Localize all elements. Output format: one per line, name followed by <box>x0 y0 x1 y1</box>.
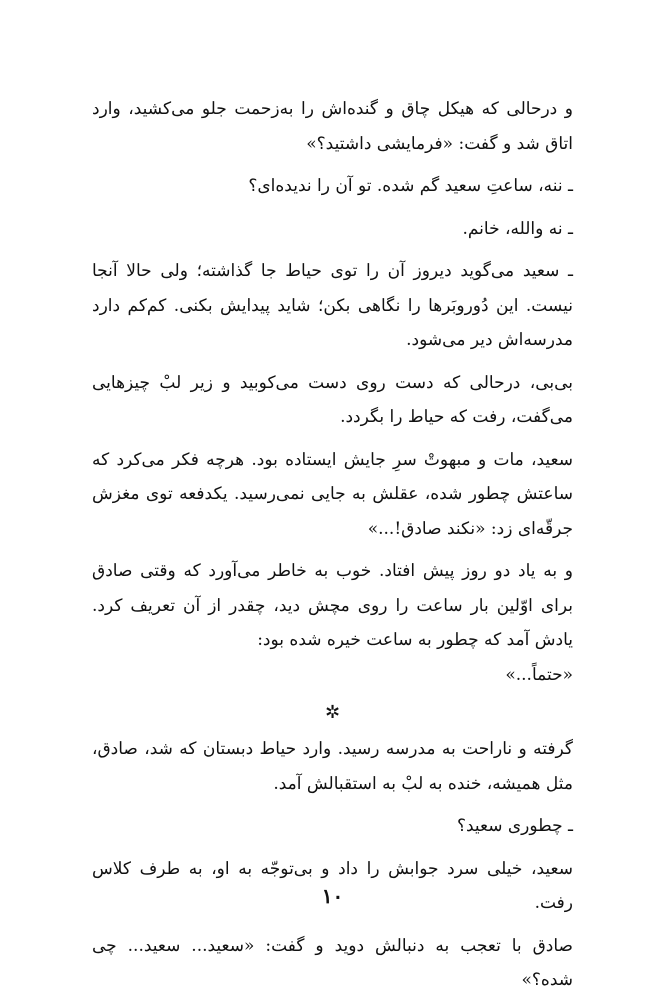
paragraph-cold-reply: سعید، خیلی سرد جوابش را داد و بی‌توجّه به او، به طرف کلاس رفت. <box>92 858 573 913</box>
page-number: ۱۰ <box>321 884 344 908</box>
dialogue-no-madam: ـ نه والله، خانم. <box>462 218 573 239</box>
paragraph-bibi-searches: بی‌بی، درحالی که دست روی دست می‌کوبید و زیر لبْ چیزهایی می‌گفت، رفت که حیاط را بگردد. <box>92 372 573 427</box>
dialogue-left-in-yard: ـ سعید می‌گوید دیروز آن را توی حیاط جا گذاشته؛ ولی حالا آنجا نیست. این دُوروبَرها را نگاهی بکن؛ شاید پیدایش بکنی. کم‌کم دارد مدرسه‌اش دیر می‌شود. <box>92 261 573 350</box>
paragraph-saeed-stunned: سعید، مات و مبهوتْ سرِ جایش ایستاده بود. هرچه فکر می‌کرد که ساعتش چطور شده، عقلش به جایی نمی‌رسید. یکدفعه توی مغزش جرقّه‌ای زد: «نکند صادق!...» <box>92 449 573 539</box>
dialogue-how-are-you: ـ چطوری سعید؟ <box>456 816 573 836</box>
quote-surely: «حتماً...» <box>505 664 573 685</box>
paragraph-sadegh-follows: صادق با تعجب به دنبالش دوید و گفت: «سعید... سعید... چی شده؟» <box>92 935 573 990</box>
section-separator-star: ✲ <box>324 702 341 723</box>
body-text <box>92 92 573 998</box>
paragraph-entering-room: و درحالی که هیکل چاق و گنده‌اش را به‌زحمت جلو می‌کشید، وارد اتاق شد و گفت: «فرمایشی داشتید؟» <box>92 99 573 154</box>
paragraph-remembering: و به یاد دو روز پیش افتاد. خوب به خاطر می‌آورد که وقتی صادق برای اوّلین بار ساعت را روی مچش دید، چقدر از آن تعریف کرد. یادش آمد که چطور به ساعت خیره شده بود: <box>92 561 573 650</box>
paragraph-arrived-school: گرفته و ناراحت به مدرسه رسید. وارد حیاط دبستان که شد، صادق، مثل همیشه، خنده به لبْ به استقبالش آمد. <box>92 739 573 794</box>
dialogue-lost-watch: ـ ننه، ساعتِ سعید گم شده. تو آن را ندیده‌ای؟ <box>248 176 573 196</box>
